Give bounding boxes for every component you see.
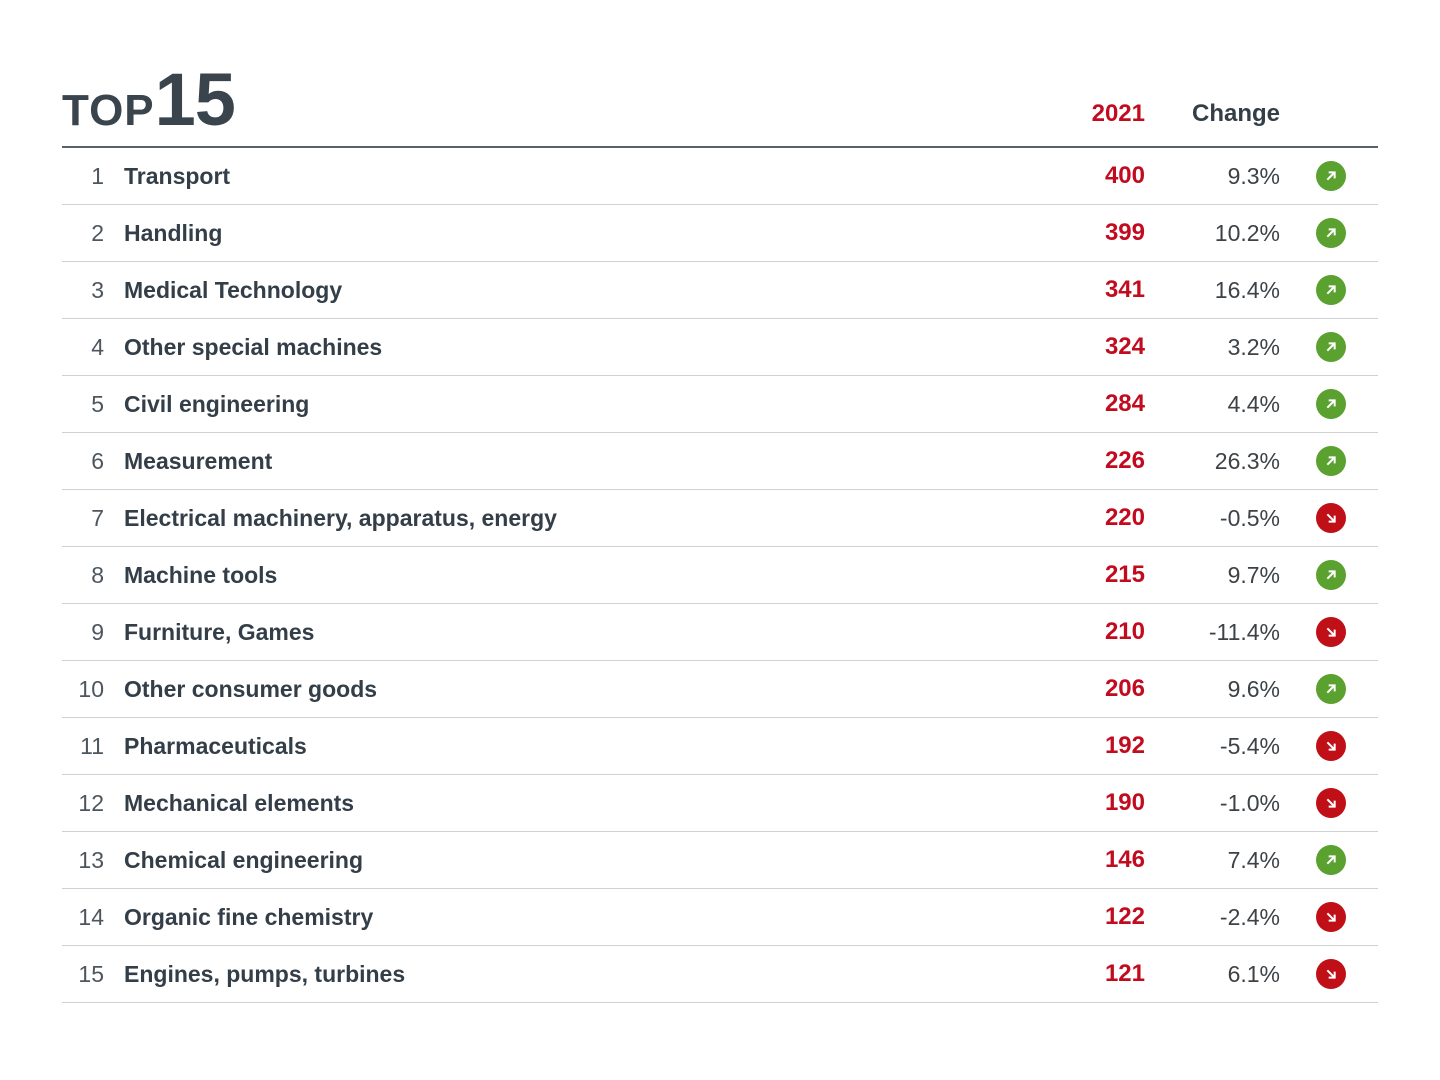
row-label: Engines, pumps, turbines [124, 960, 406, 987]
row-trend-cell [1280, 275, 1378, 305]
trend-icon [1316, 332, 1346, 362]
row-value-2021: 206 [1104, 675, 1145, 702]
table-row [62, 718, 1378, 775]
row-rank: 1 [91, 162, 104, 189]
row-value-2021: 399 [1104, 219, 1145, 246]
row-rank: 10 [78, 675, 104, 702]
trend-icon [1316, 959, 1346, 989]
top15-ranking-table [62, 0, 1378, 1003]
table-header [62, 38, 1378, 148]
table-row [62, 946, 1378, 1003]
row-value-2021: 146 [1104, 846, 1145, 873]
row-trend-cell [1280, 959, 1378, 989]
row-value-2021: 192 [1104, 732, 1145, 759]
table-row [62, 832, 1378, 889]
row-change-pct: -11.4% [1208, 618, 1280, 645]
row-rank: 5 [91, 390, 104, 417]
table-row [62, 775, 1378, 832]
arrow-up-right-icon [1323, 681, 1339, 697]
arrow-up-right-icon [1323, 339, 1339, 355]
row-change-pct: -0.5% [1219, 504, 1280, 531]
table-row [62, 889, 1378, 946]
row-label: Pharmaceuticals [124, 732, 307, 759]
arrow-down-right-icon [1323, 966, 1339, 982]
row-rank: 11 [80, 732, 104, 759]
row-label: Other special machines [124, 333, 383, 360]
row-rank: 4 [91, 333, 104, 360]
row-trend-cell [1280, 218, 1378, 248]
row-label: Medical Technology [124, 276, 343, 303]
row-value-2021: 210 [1104, 618, 1145, 645]
row-value-2021: 121 [1104, 960, 1145, 987]
row-change-pct: 3.2% [1227, 333, 1280, 360]
arrow-up-right-icon [1323, 852, 1339, 868]
arrow-up-right-icon [1323, 225, 1339, 241]
trend-icon [1316, 389, 1346, 419]
trend-icon [1316, 503, 1346, 533]
arrow-up-right-icon [1323, 396, 1339, 412]
row-label: Civil engineering [124, 390, 310, 417]
table-row [62, 319, 1378, 376]
trend-icon [1316, 788, 1346, 818]
row-change-pct: 26.3% [1214, 447, 1280, 474]
row-label: Electrical machinery, apparatus, energy [124, 504, 557, 531]
row-label: Chemical engineering [124, 846, 364, 873]
row-rank: 6 [91, 447, 104, 474]
row-label: Transport [124, 162, 231, 189]
row-trend-cell [1280, 446, 1378, 476]
row-change-pct: 9.7% [1227, 561, 1280, 588]
arrow-down-right-icon [1323, 510, 1339, 526]
row-change-pct: -2.4% [1219, 903, 1280, 930]
row-trend-cell [1280, 902, 1378, 932]
row-rank: 13 [78, 846, 104, 873]
row-change-pct: 9.3% [1227, 162, 1280, 189]
row-label: Handling [124, 219, 223, 246]
table-row [62, 604, 1378, 661]
row-value-2021: 220 [1104, 504, 1145, 531]
arrow-down-right-icon [1323, 909, 1339, 925]
table-body [62, 148, 1378, 1003]
table-row [62, 376, 1378, 433]
trend-icon [1316, 674, 1346, 704]
row-change-pct: 16.4% [1214, 276, 1280, 303]
trend-icon [1316, 218, 1346, 248]
trend-icon [1316, 161, 1346, 191]
title-number: 15 [154, 58, 235, 142]
arrow-up-right-icon [1323, 453, 1339, 469]
row-change-pct: 9.6% [1227, 675, 1280, 702]
row-label: Measurement [124, 447, 273, 474]
table-row [62, 205, 1378, 262]
table-row [62, 148, 1378, 205]
row-change-pct: 7.4% [1227, 846, 1280, 873]
row-rank: 2 [91, 219, 104, 246]
row-rank: 14 [78, 903, 104, 930]
row-trend-cell [1280, 617, 1378, 647]
row-trend-cell [1280, 332, 1378, 362]
row-trend-cell [1280, 788, 1378, 818]
row-change-pct: 4.4% [1227, 390, 1280, 417]
row-change-pct: -5.4% [1219, 732, 1280, 759]
row-value-2021: 122 [1104, 903, 1145, 930]
arrow-up-right-icon [1323, 168, 1339, 184]
row-trend-cell [1280, 845, 1378, 875]
table-row [62, 262, 1378, 319]
page-title [62, 58, 1005, 142]
row-label: Furniture, Games [124, 618, 315, 645]
table-row [62, 490, 1378, 547]
row-label: Mechanical elements [124, 789, 355, 816]
row-value-2021: 324 [1104, 333, 1145, 360]
row-change-pct: -1.0% [1219, 789, 1280, 816]
row-trend-cell [1280, 389, 1378, 419]
row-label: Organic fine chemistry [124, 903, 374, 930]
arrow-up-right-icon [1323, 567, 1339, 583]
table-row [62, 661, 1378, 718]
row-rank: 7 [91, 504, 104, 531]
trend-icon [1316, 275, 1346, 305]
trend-icon [1316, 902, 1346, 932]
row-label: Other consumer goods [124, 675, 378, 702]
row-value-2021: 400 [1104, 162, 1145, 189]
row-rank: 9 [91, 618, 104, 645]
table-row [62, 547, 1378, 604]
trend-icon [1316, 560, 1346, 590]
row-change-pct: 10.2% [1214, 219, 1280, 246]
column-header-2021: 2021 [1091, 100, 1145, 127]
row-value-2021: 190 [1104, 789, 1145, 816]
trend-icon [1316, 446, 1346, 476]
row-trend-cell [1280, 674, 1378, 704]
row-rank: 3 [91, 276, 104, 303]
row-rank: 12 [78, 789, 104, 816]
arrow-down-right-icon [1323, 738, 1339, 754]
trend-icon [1316, 731, 1346, 761]
title-prefix: TOP [62, 86, 155, 136]
row-rank: 8 [91, 561, 104, 588]
arrow-down-right-icon [1323, 624, 1339, 640]
row-change-pct: 6.1% [1227, 960, 1280, 987]
row-trend-cell [1280, 731, 1378, 761]
arrow-down-right-icon [1323, 795, 1339, 811]
table-row [62, 433, 1378, 490]
row-value-2021: 341 [1104, 276, 1145, 303]
trend-icon [1316, 845, 1346, 875]
column-header-change: Change [1191, 100, 1280, 127]
row-label: Machine tools [124, 561, 278, 588]
arrow-up-right-icon [1323, 282, 1339, 298]
row-value-2021: 284 [1104, 390, 1145, 417]
row-trend-cell [1280, 161, 1378, 191]
trend-icon [1316, 617, 1346, 647]
row-value-2021: 215 [1104, 561, 1145, 588]
row-trend-cell [1280, 503, 1378, 533]
row-trend-cell [1280, 560, 1378, 590]
row-value-2021: 226 [1104, 447, 1145, 474]
row-rank: 15 [78, 960, 104, 987]
